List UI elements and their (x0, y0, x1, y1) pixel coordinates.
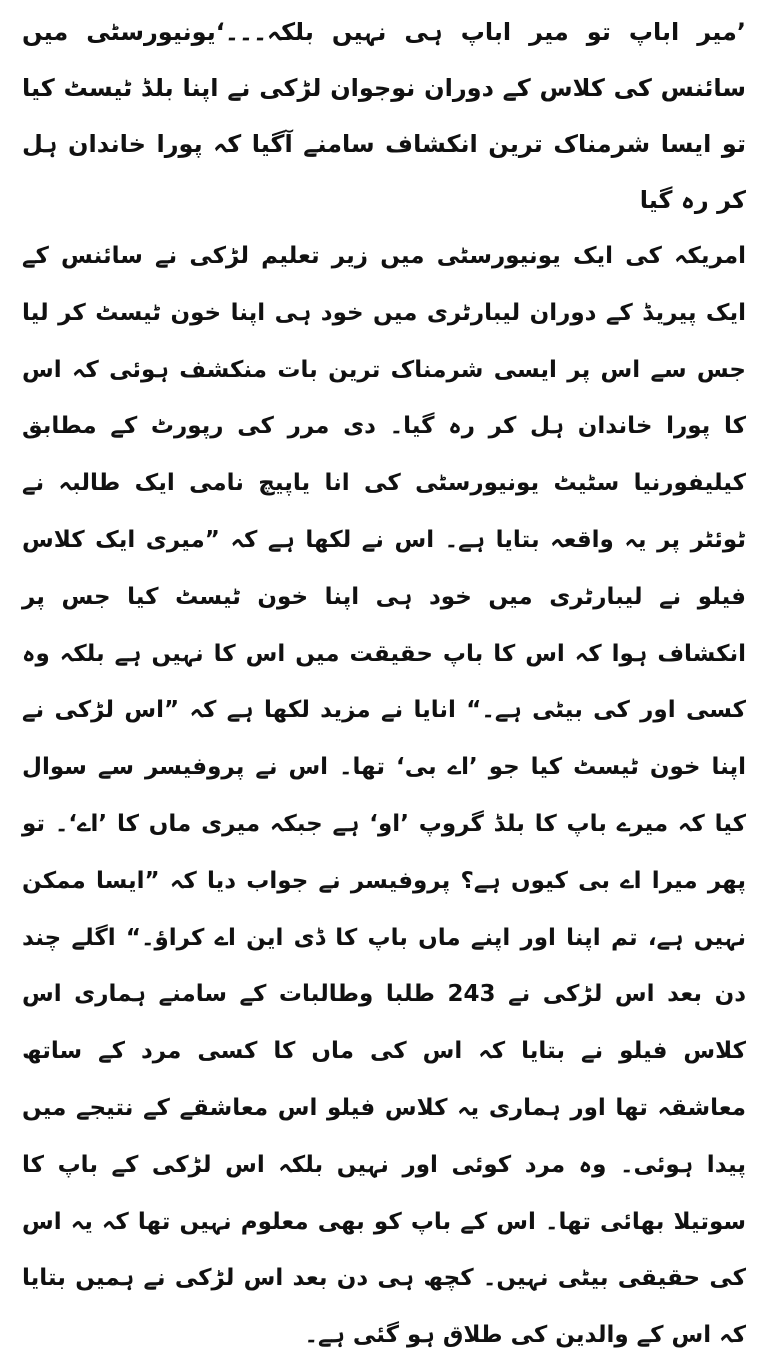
article-body: امریکہ کی ایک یونیورسٹی میں زیر تعلیم لڑکی نے سائنس کے ایک پیریڈ کے دوران لیبارٹری میں خود ہی اپنا خون ٹیسٹ کر لیا جس سے اس پر ایسی شرمناک ترین بات منکشف ہوئی کہ اس کا پورا خاندان ہل کر رہ گیا۔ دی مرر کی رپورٹ کے مطابق کیلیفورنیا سٹیٹ یونیورسٹی کی انا یاپیچ نامی ایک طالبہ نے ٹوئٹر پر یہ واقعہ بتایا ہے۔ اس نے لکھا ہے کہ ”میری ایک کلاس فیلو نے لیبارٹری میں خود ہی اپنا خون ٹیسٹ کیا جس پر انکشاف ہوا کہ اس کا باپ حقیقت میں اس کا نہیں ہے بلکہ وہ کسی اور کی بیٹی ہے۔“ انایا نے مزید لکھا ہے کہ ”اس لڑکی نے اپنا خون ٹیسٹ کیا جو ’اے بی‘ تھا۔ اس نے پروفیسر سے سوال کیا کہ میرے باپ کا بلڈ گروپ ’او‘ ہے جبکہ میری ماں کا ’اے‘۔ تو پھر میرا اے بی کیوں ہے؟ پروفیسر نے جواب دیا کہ ”ایسا ممکن نہیں ہے، تم اپنا اور اپنے ماں باپ کا ڈی این اے کراﺅ۔“ اگلے چند دن بعد اس لڑکی نے 243 طلبا وطالبات کے سامنے ہماری اس کلاس فیلو نے بتایا کہ اس کی ماں کا کسی مرد کے ساتھ معاشقہ تھا اور ہماری یہ کلاس فیلو اس معاشقے کے نتیجے میں پیدا ہوئی۔ وہ مرد کوئی اور نہیں بلکہ اس لڑکی کے باپ کا سوتیلا بھائی تھا۔ اس کے باپ کو بھی معلوم نہیں تھا کہ یہ اس کی حقیقی بیٹی نہیں۔ کچھ ہی دن بعد اس لڑکی نے ہمیں بتایا کہ اس کے والدین کی طلاق ہو گئی ہے۔ (22, 243, 746, 1349)
article-headline: ’میر اباپ تو میر اباپ ہی نہیں بلکہ۔۔۔‘یونیورسٹی میں سائنس کی کلاس کے دوران نوجوان لڑکی نے اپنا بلڈ ٹیسٹ کیا تو ایسا شرمناک ترین انکشاف سامنے آگیا کہ پورا خاندان ہل کر رہ گیا (22, 18, 746, 214)
